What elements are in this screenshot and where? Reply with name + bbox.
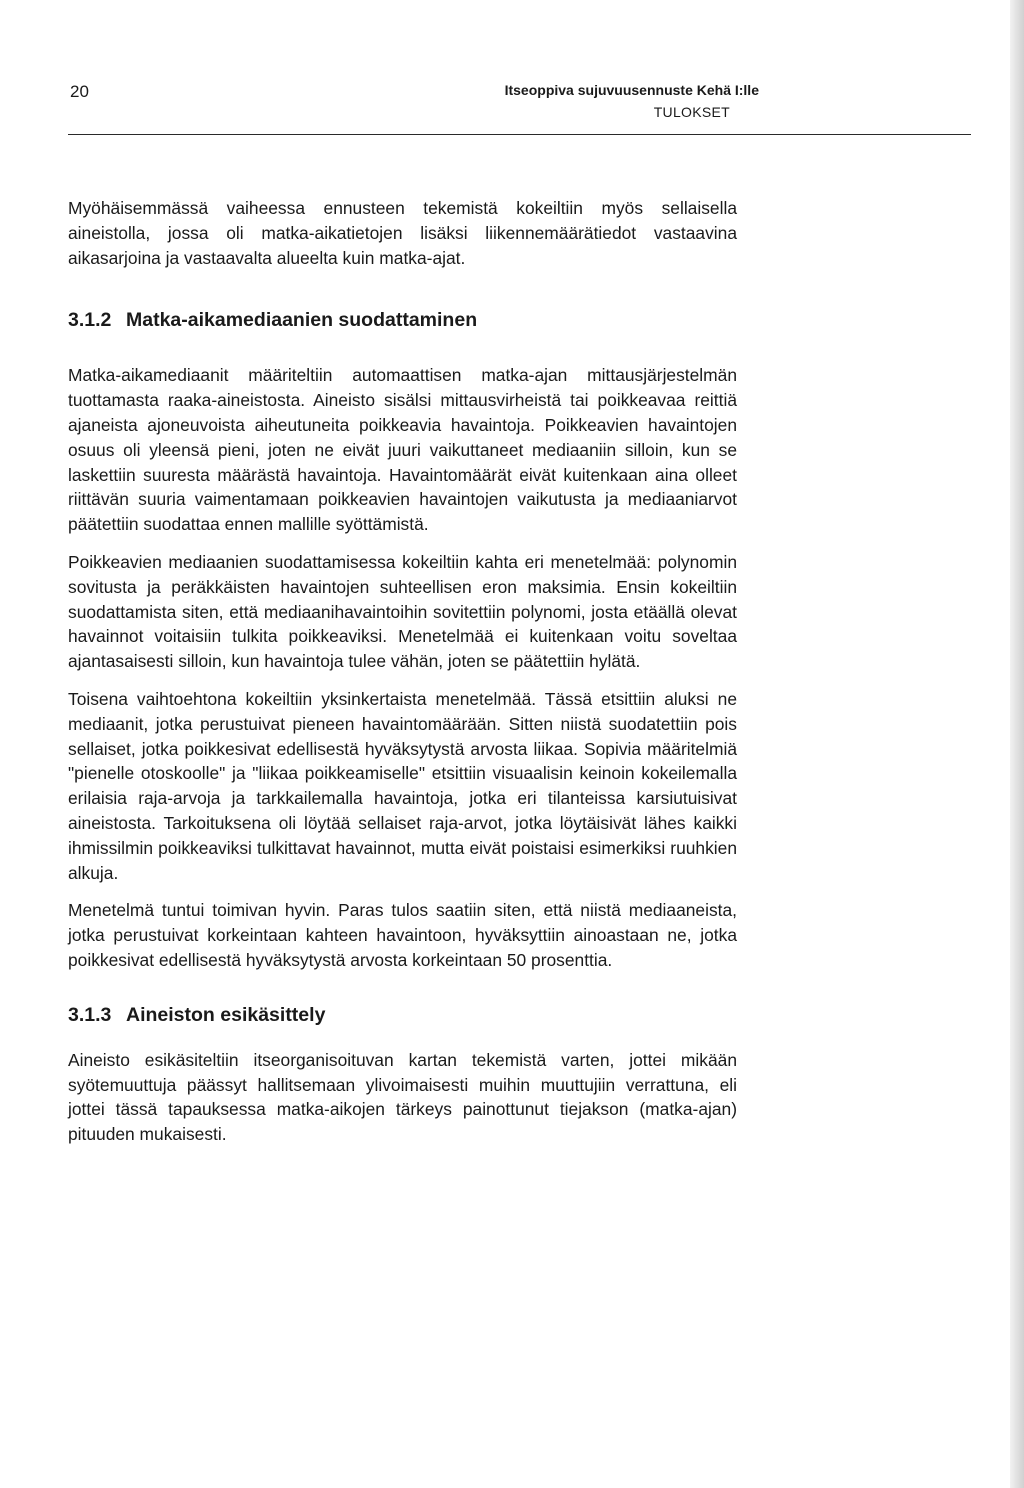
page-header (68, 78, 971, 135)
intro-paragraph: Myöhäisemmässä vaiheessa ennusteen tekemistä kokeiltiin myös sellaisella aineistolla, jossa oli matka-aikatietojen lisäksi liikennemäärätiedot vastaavina aikasarjoina ja vastaavalta alueelta kuin matka-ajat. (68, 198, 737, 268)
heading-number: 3.1.2 (68, 309, 112, 332)
paragraph: Matka-aikamediaanit määriteltiin automaattisen matka-ajan mittausjärjestelmän tuottamasta raaka-aineistosta. Aineisto sisälsi mittausvirheistä tai poikkeavaa reittiä ajaneista ajoneuvoista aiheutuneita poikkeavia havaintoja. Poikkeavien havaintojen osuus oli yleensä pieni, joten ne eivät juuri vaikuttaneet mediaaniin silloin, kun se laskettiin suuresta määrästä havaintoja. Havaintomäärät eivät kuitenkaan aina olleet riittävän suuria vaimentamaan poikkeavien havaintojen vaikutusta ja mediaaniarvot päätettiin suodattaa ennen mallille syöttämistä. (68, 365, 737, 535)
heading-title: Aineiston esikäsittely (126, 1003, 326, 1026)
heading-number: 3.1.3 (68, 1003, 112, 1026)
running-section: TULOKSET (653, 104, 730, 120)
heading-title: Matka-aikamediaanien suodattaminen (126, 309, 478, 332)
heading-3-1-2 (68, 307, 737, 333)
paragraph: Menetelmä tuntui toimivan hyvin. Paras tulos saatiin siten, että niistä mediaaneista, jotka perustuivat korkeintaan kahteen havaintoon, hyväksyttiin ainoastaan ne, jotka poikkesivat edellisestä hyväksytystä arvosta korkeintaan 50 prosenttia. (68, 900, 737, 970)
paragraph: Poikkeavien mediaanien suodattamisessa kokeiltiin kahta eri menetelmää: polynomin sovitusta ja peräkkäisten havaintojen suhteellisen eron maksimia. Ensin kokeiltiin suodattamista siten, että mediaanihavaintoihin sovitettiin polynomi, josta etäällä olevat havainnot voitaisiin tulkita poikkeaviksi. Menetelmää ei kuitenkaan voitu soveltaa ajantasaisesti silloin, kun havaintoja tulee vähän, joten se päätettiin hylätä. (68, 551, 737, 672)
heading-3-1-3 (68, 1002, 737, 1028)
paragraph: Toisena vaihtoehtona kokeiltiin yksinkertaista menetelmää. Tässä etsittiin aluksi ne mediaanit, jotka perustuivat pieneen havaintomäärään. Sitten niistä suodatettiin pois sellaiset, jotka poikkesivat edellisestä hyväksytystä arvosta liikaa. Sopivia määritelmiä "pienelle otoskoolle" ja "liikaa poikkeamiselle" etsittiin visuaalisin keinoin kokeilemalla erilaisia raja-arvoja ja tarkkailemalla havaintoja, jotka eri tilanteissa karsiutuisivat aineistosta. Tarkoituksena oli löytää sellaiset raja-arvot, jotka löytäisivät lähes kaikki ihmissilmin poikkeaviksi tulkittavat havainnot, mutta eivät poistaisi esimerkiksi ruuhkien alkuja. (68, 688, 737, 883)
running-title: Itseoppiva sujuvuusennuste Kehä I:lle (504, 82, 759, 98)
scan-edge (1010, 0, 1024, 1488)
page-number: 20 (70, 82, 89, 101)
page-body (68, 196, 737, 1147)
paragraph: Aineisto esikäsiteltiin itseorganisoituvan kartan tekemistä varten, jottei mikään syötemuuttuja päässyt hallitsemaan ylivoimaisesti muihin muuttujiin verrattuna, eli jottei tässä tapauksessa matka-aikojen tärkeys painottunut tiejakson (matka-ajan) pituuden mukaisesti. (68, 1049, 737, 1145)
